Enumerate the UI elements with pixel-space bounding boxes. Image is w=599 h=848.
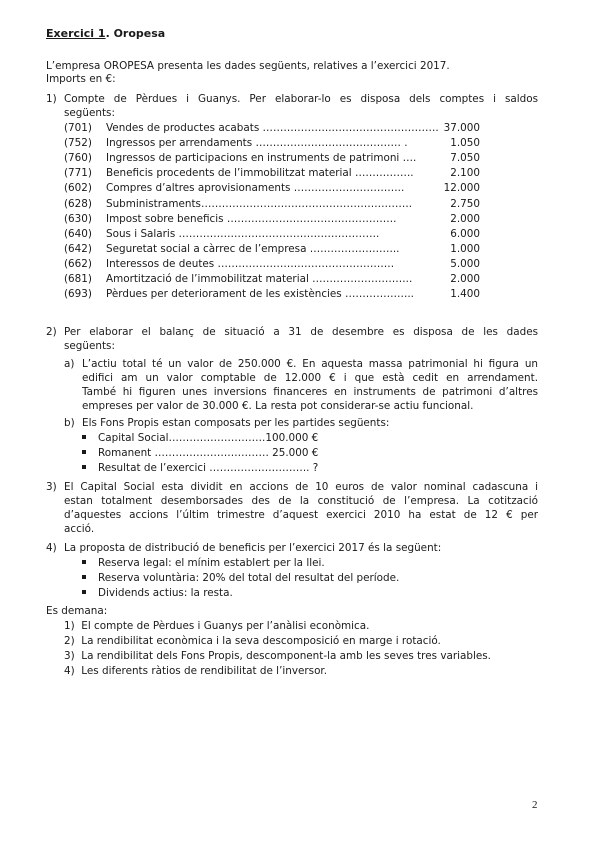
account-label: Beneficis procedents de l’immobilitzat material …………….. xyxy=(106,167,414,180)
account-label: Interessos de deutes …………………………………………… xyxy=(106,257,395,270)
exercise-title-underlined: Exercici 1 xyxy=(46,27,106,40)
account-label: Seguretat social a càrrec de l’empresa …………………….. xyxy=(106,242,400,255)
section-3-line-1: El Capital Social esta dividit en accions de 10 euros de valor nominal cadascuna i xyxy=(64,481,538,493)
bullet-square-icon xyxy=(82,590,86,594)
account-code: (771) xyxy=(64,167,92,180)
account-label: Sous i Salaris …………………………………………………. xyxy=(106,227,380,240)
account-row xyxy=(64,151,480,166)
section-3-line-2: estan totalment desemborsades des de la constitució de l’empresa. La cotització xyxy=(64,495,538,507)
section-2a-line-1: L’actiu total té un valor de 250.000 €. En aquesta massa patrimonial hi figura un xyxy=(82,358,538,370)
account-value: 12.000 xyxy=(443,182,480,195)
distribution-item: Dividends actius: la resta. xyxy=(82,586,233,601)
account-value: 2.000 xyxy=(450,212,480,225)
fons-propis-item: Capital Social……………………….100.000 € xyxy=(82,431,318,446)
account-label: Impost sobre beneficis …………………………………………. xyxy=(106,212,397,225)
section-2-heading-line-2: següents: xyxy=(64,340,115,352)
section-1-heading-line-1: Compte de Pèrdues i Guanys. Per elaborar-lo es disposa dels comptes i saldos xyxy=(64,93,538,105)
section-1-heading-line-2: següents: xyxy=(64,107,115,119)
bullet-square-icon xyxy=(82,465,86,469)
account-code: (662) xyxy=(64,257,92,270)
account-value: 5.000 xyxy=(450,257,480,270)
section-2b-heading: Els Fons Propis estan composats per les partides següents: xyxy=(82,417,390,429)
fons-propis-item: Romanent …………………………… 25.000 € xyxy=(82,446,318,461)
account-row xyxy=(64,181,480,196)
section-2a-letter: a) xyxy=(64,358,75,370)
account-row xyxy=(64,136,480,151)
section-2-heading-line-1: Per elaborar el balanç de situació a 31 de desembre es disposa de les dades xyxy=(64,326,538,338)
account-code: (760) xyxy=(64,152,92,165)
account-code: (628) xyxy=(64,197,92,210)
account-value: 2.000 xyxy=(450,273,480,285)
distribution-item: Reserva voluntària: 20% del total del resultat del període. xyxy=(82,571,399,586)
section-2a-line-4: empreses per valor de 30.000 €. La resta pot considerar-se actiu funcional. xyxy=(82,400,474,412)
account-code: (640) xyxy=(64,227,92,240)
account-row xyxy=(64,242,480,257)
account-code: (693) xyxy=(64,288,92,301)
exercise-title xyxy=(46,27,165,40)
exercise-title-rest: . Oropesa xyxy=(105,27,166,40)
account-label: Ingressos per arrendaments …………………………………… . xyxy=(106,137,408,150)
account-row xyxy=(64,121,480,136)
section-2b-letter: b) xyxy=(64,417,75,429)
account-code: (701) xyxy=(64,122,92,134)
account-value: 6.000 xyxy=(450,227,480,240)
section-3-number: 3) xyxy=(46,481,57,493)
account-code: (681) xyxy=(64,273,92,285)
account-label: Amortització de l’immobilitzat material ……………………….. xyxy=(106,273,413,285)
demana-item-3: 3) La rendibilitat dels Fons Propis, descomponent-la amb les seves tres variables. xyxy=(64,650,491,662)
account-value: 2.750 xyxy=(450,197,480,210)
account-label: Vendes de productes acabats ………………..…………………………. xyxy=(106,122,439,134)
account-row xyxy=(64,166,480,181)
bullet-square-icon xyxy=(82,435,86,439)
section-2-number: 2) xyxy=(46,326,57,338)
account-row xyxy=(64,272,480,287)
account-value: 7.050 xyxy=(450,152,480,165)
account-row xyxy=(64,212,480,227)
intro-line-2: Imports en €: xyxy=(46,73,116,85)
account-label: Compres d’altres aprovisionaments ………………………….. xyxy=(106,182,405,195)
intro-line-1: L’empresa OROPESA presenta les dades següents, relatives a l’exercici 2017. xyxy=(46,60,450,72)
distribution-item: Reserva legal: el mínim establert per la llei. xyxy=(82,556,325,571)
section-4-heading: La proposta de distribució de beneficis per l’exercici 2017 és la següent: xyxy=(64,542,442,554)
demana-item-4: 4) Les diferents ràtios de rendibilitat de l’inversor. xyxy=(64,665,328,677)
account-row xyxy=(64,197,480,212)
account-value: 1.000 xyxy=(450,242,480,255)
section-4-number: 4) xyxy=(46,542,57,554)
section-2a-line-3: També hi figuren unes inversions financeres en instruments de patrimoni d’altres xyxy=(82,386,538,398)
page-number: 2 xyxy=(532,799,538,811)
account-label: Subministraments……………………………………………………. xyxy=(106,197,413,210)
demana-item-2: 2) La rendibilitat econòmica i la seva descomposició en marge i rotació. xyxy=(64,635,441,647)
account-label: Pèrdues per deteriorament de les existències ……………….. xyxy=(106,288,414,301)
account-value: 2.100 xyxy=(450,167,480,180)
bullet-square-icon xyxy=(82,575,86,579)
account-value: 1.400 xyxy=(450,288,480,301)
account-code: (630) xyxy=(64,212,92,225)
section-3-line-4: acció. xyxy=(64,523,95,535)
bullet-square-icon xyxy=(82,450,86,454)
account-label: Ingressos de participacions en instruments de patrimoni …. xyxy=(106,152,417,165)
account-code: (642) xyxy=(64,242,92,255)
account-row xyxy=(64,227,480,242)
demana-heading: Es demana: xyxy=(46,605,108,617)
section-3-line-3: d’aquestes accions l’últim trimestre d’aquest exercici 2010 ha estat de 12 € per xyxy=(64,509,538,521)
bullet-square-icon xyxy=(82,560,86,564)
account-row xyxy=(64,257,480,272)
account-row xyxy=(64,287,480,302)
account-code: (752) xyxy=(64,137,92,150)
account-value: 1.050 xyxy=(450,137,480,150)
fons-propis-item: Resultat de l’exercici ……………………….. ? xyxy=(82,461,318,476)
section-1-number: 1) xyxy=(46,93,57,105)
demana-item-1: 1) El compte de Pèrdues i Guanys per l’anàlisi econòmica. xyxy=(64,620,370,632)
account-code: (602) xyxy=(64,182,92,195)
account-value: 37.000 xyxy=(443,122,480,134)
section-2a-line-2: edifici am un valor comptable de 12.000 € i que està cedit en arrendament. xyxy=(82,372,538,384)
